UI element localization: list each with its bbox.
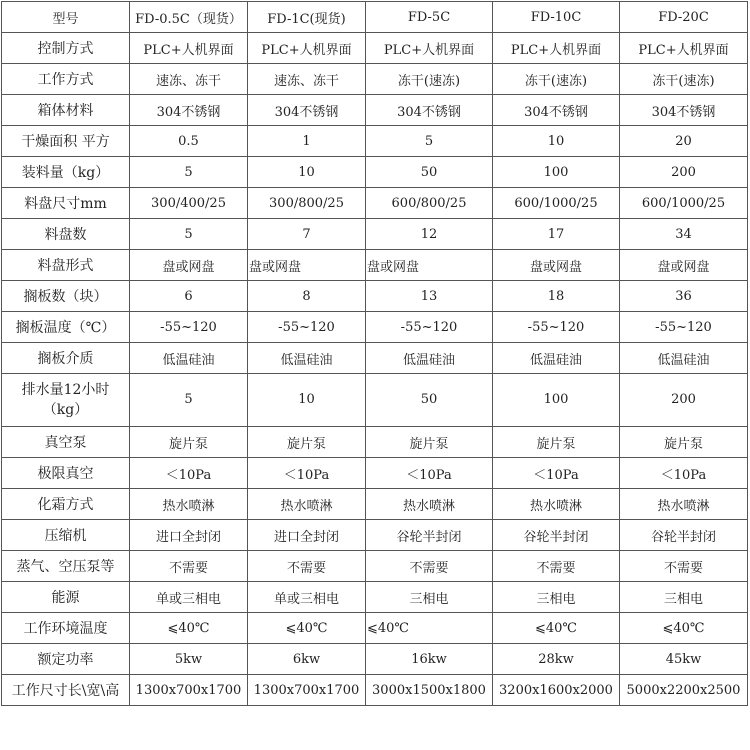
table-cell: 盘或网盘 (620, 250, 748, 281)
table-cell: 谷轮半封闭 (493, 520, 620, 551)
table-cell: 100 (493, 374, 620, 427)
table-cell: 热水喷淋 (248, 489, 366, 520)
table-cell: -55~120 (493, 312, 620, 343)
row-label: 干燥面积 平方 (2, 126, 130, 157)
table-cell: 45kw (620, 644, 748, 675)
table-row (2, 64, 748, 95)
table-cell: 进口全封闭 (130, 520, 248, 551)
row-label: 蒸气、空压泵等 (2, 551, 130, 582)
row-label: 装料量（kg） (2, 157, 130, 188)
table-cell: 600/1000/25 (620, 188, 748, 219)
table-row (2, 250, 748, 281)
table-row (2, 582, 748, 613)
table-cell: 5 (130, 157, 248, 188)
row-label: 箱体材料 (2, 95, 130, 126)
table-cell: 100 (493, 157, 620, 188)
table-row (2, 613, 748, 644)
row-label: 料盘形式 (2, 250, 130, 281)
table-row (2, 95, 748, 126)
table-cell: 600/1000/25 (493, 188, 620, 219)
table-cell: 600/800/25 (366, 188, 493, 219)
table-cell: 旋片泵 (493, 427, 620, 458)
table-cell: 三相电 (620, 582, 748, 613)
table-row (2, 489, 748, 520)
table-cell: -55~120 (248, 312, 366, 343)
table-cell: 304不锈钢 (493, 95, 620, 126)
table-cell: 300/800/25 (248, 188, 366, 219)
table-cell: 冻干(速冻) (493, 64, 620, 95)
row-label: 料盘数 (2, 219, 130, 250)
table-cell: 不需要 (493, 551, 620, 582)
table-cell: 6kw (248, 644, 366, 675)
table-cell: 低温硅油 (493, 343, 620, 374)
table-cell: 12 (366, 219, 493, 250)
table-row (2, 458, 748, 489)
table-cell: ⩽40℃ (620, 613, 748, 644)
table-cell: 3000x1500x1800 (366, 675, 493, 706)
table-cell: 304不锈钢 (366, 95, 493, 126)
table-cell: ⩽40℃ (493, 613, 620, 644)
table-cell: 旋片泵 (130, 427, 248, 458)
table-cell: 1 (248, 126, 366, 157)
table-cell: ＜10Pa (130, 458, 248, 489)
table-row (2, 520, 748, 551)
table-cell: 盘或网盘 (248, 250, 366, 281)
table-cell: 300/400/25 (130, 188, 248, 219)
table-row (2, 427, 748, 458)
header-row (2, 2, 748, 33)
table-cell: 16kw (366, 644, 493, 675)
row-label: 工作环境温度 (2, 613, 130, 644)
table-cell: PLC+人机界面 (620, 33, 748, 64)
row-label: 压缩机 (2, 520, 130, 551)
table-cell: 热水喷淋 (620, 489, 748, 520)
table-cell: 进口全封闭 (248, 520, 366, 551)
table-cell: 热水喷淋 (366, 489, 493, 520)
table-cell: 谷轮半封闭 (620, 520, 748, 551)
table-cell: 旋片泵 (620, 427, 748, 458)
table-cell: 28kw (493, 644, 620, 675)
table-cell: 1300x700x1700 (130, 675, 248, 706)
table-cell: 冻干(速冻) (620, 64, 748, 95)
table-cell: ⩽40℃ (366, 613, 493, 644)
table-cell: 8 (248, 281, 366, 312)
header-cell-model: FD-0.5C（现货） (130, 2, 248, 33)
table-cell: 10 (493, 126, 620, 157)
row-label: 搁板介质 (2, 343, 130, 374)
row-label: 工作方式 (2, 64, 130, 95)
table-cell: -55~120 (620, 312, 748, 343)
table-row (2, 343, 748, 374)
table-cell: 1300x700x1700 (248, 675, 366, 706)
table-row (2, 374, 748, 427)
table-cell: 低温硅油 (248, 343, 366, 374)
table-cell: ＜10Pa (248, 458, 366, 489)
table-cell: 不需要 (130, 551, 248, 582)
table-row (2, 312, 748, 343)
table-cell: -55~120 (366, 312, 493, 343)
table-cell: 50 (366, 374, 493, 427)
table-row (2, 157, 748, 188)
table-row (2, 126, 748, 157)
table-cell: 速冻、冻干 (248, 64, 366, 95)
header-cell-model: FD-10C (493, 2, 620, 33)
row-label: 搁板数（块） (2, 281, 130, 312)
table-cell: 不需要 (366, 551, 493, 582)
row-label: 工作尺寸长\宽\高 (2, 675, 130, 706)
table-cell: 5 (366, 126, 493, 157)
header-cell-model: FD-5C (366, 2, 493, 33)
table-row (2, 188, 748, 219)
row-label: 控制方式 (2, 33, 130, 64)
row-label: 料盘尺寸mm (2, 188, 130, 219)
table-cell: 不需要 (620, 551, 748, 582)
table-cell: 三相电 (493, 582, 620, 613)
table-cell: 单或三相电 (248, 582, 366, 613)
table-cell: 304不锈钢 (620, 95, 748, 126)
table-cell: 17 (493, 219, 620, 250)
table-cell: 0.5 (130, 126, 248, 157)
table-cell: 热水喷淋 (493, 489, 620, 520)
table-cell: 304不锈钢 (248, 95, 366, 126)
table-cell: 低温硅油 (130, 343, 248, 374)
table-cell: 盘或网盘 (493, 250, 620, 281)
table-cell: 旋片泵 (366, 427, 493, 458)
table-cell: 5000x2200x2500 (620, 675, 748, 706)
table-cell: PLC+人机界面 (248, 33, 366, 64)
table-cell: 谷轮半封闭 (366, 520, 493, 551)
row-label: 排水量12小时（kg） (2, 374, 130, 427)
spec-table (1, 1, 748, 706)
table-row (2, 551, 748, 582)
table-cell: ＜10Pa (620, 458, 748, 489)
table-cell: PLC+人机界面 (493, 33, 620, 64)
table-cell: 低温硅油 (620, 343, 748, 374)
table-row (2, 219, 748, 250)
table-cell: 200 (620, 157, 748, 188)
row-label: 极限真空 (2, 458, 130, 489)
table-cell: 7 (248, 219, 366, 250)
table-row (2, 675, 748, 706)
header-cell-model: FD-20C (620, 2, 748, 33)
table-cell: 盘或网盘 (130, 250, 248, 281)
table-cell: 速冻、冻干 (130, 64, 248, 95)
table-cell: 5 (130, 374, 248, 427)
table-cell: 6 (130, 281, 248, 312)
table-cell: 10 (248, 157, 366, 188)
table-cell: 旋片泵 (248, 427, 366, 458)
row-label: 额定功率 (2, 644, 130, 675)
row-label: 能源 (2, 582, 130, 613)
table-cell: 盘或网盘 (366, 250, 493, 281)
header-cell-model: FD-1C(现货) (248, 2, 366, 33)
table-row (2, 644, 748, 675)
table-cell: 36 (620, 281, 748, 312)
table-cell: ＜10Pa (366, 458, 493, 489)
table-cell: -55~120 (130, 312, 248, 343)
table-cell: 5kw (130, 644, 248, 675)
table-cell: 不需要 (248, 551, 366, 582)
table-row (2, 281, 748, 312)
table-cell: 20 (620, 126, 748, 157)
table-cell: 3200x1600x2000 (493, 675, 620, 706)
table-cell: PLC+人机界面 (130, 33, 248, 64)
table-cell: 低温硅油 (366, 343, 493, 374)
table-cell: 10 (248, 374, 366, 427)
table-cell: 18 (493, 281, 620, 312)
table-cell: ⩽40℃ (130, 613, 248, 644)
table-cell: 13 (366, 281, 493, 312)
row-label: 搁板温度（℃） (2, 312, 130, 343)
table-cell: ＜10Pa (493, 458, 620, 489)
header-cell-label: 型号 (2, 2, 130, 33)
row-label: 真空泵 (2, 427, 130, 458)
table-cell: 冻干(速冻) (366, 64, 493, 95)
table-cell: 热水喷淋 (130, 489, 248, 520)
table-cell: 200 (620, 374, 748, 427)
table-cell: ⩽40℃ (248, 613, 366, 644)
table-row (2, 33, 748, 64)
table-cell: 50 (366, 157, 493, 188)
table-cell: 三相电 (366, 582, 493, 613)
table-cell: 34 (620, 219, 748, 250)
table-cell: 304不锈钢 (130, 95, 248, 126)
table-cell: PLC+人机界面 (366, 33, 493, 64)
row-label: 化霜方式 (2, 489, 130, 520)
table-cell: 5 (130, 219, 248, 250)
table-cell: 单或三相电 (130, 582, 248, 613)
